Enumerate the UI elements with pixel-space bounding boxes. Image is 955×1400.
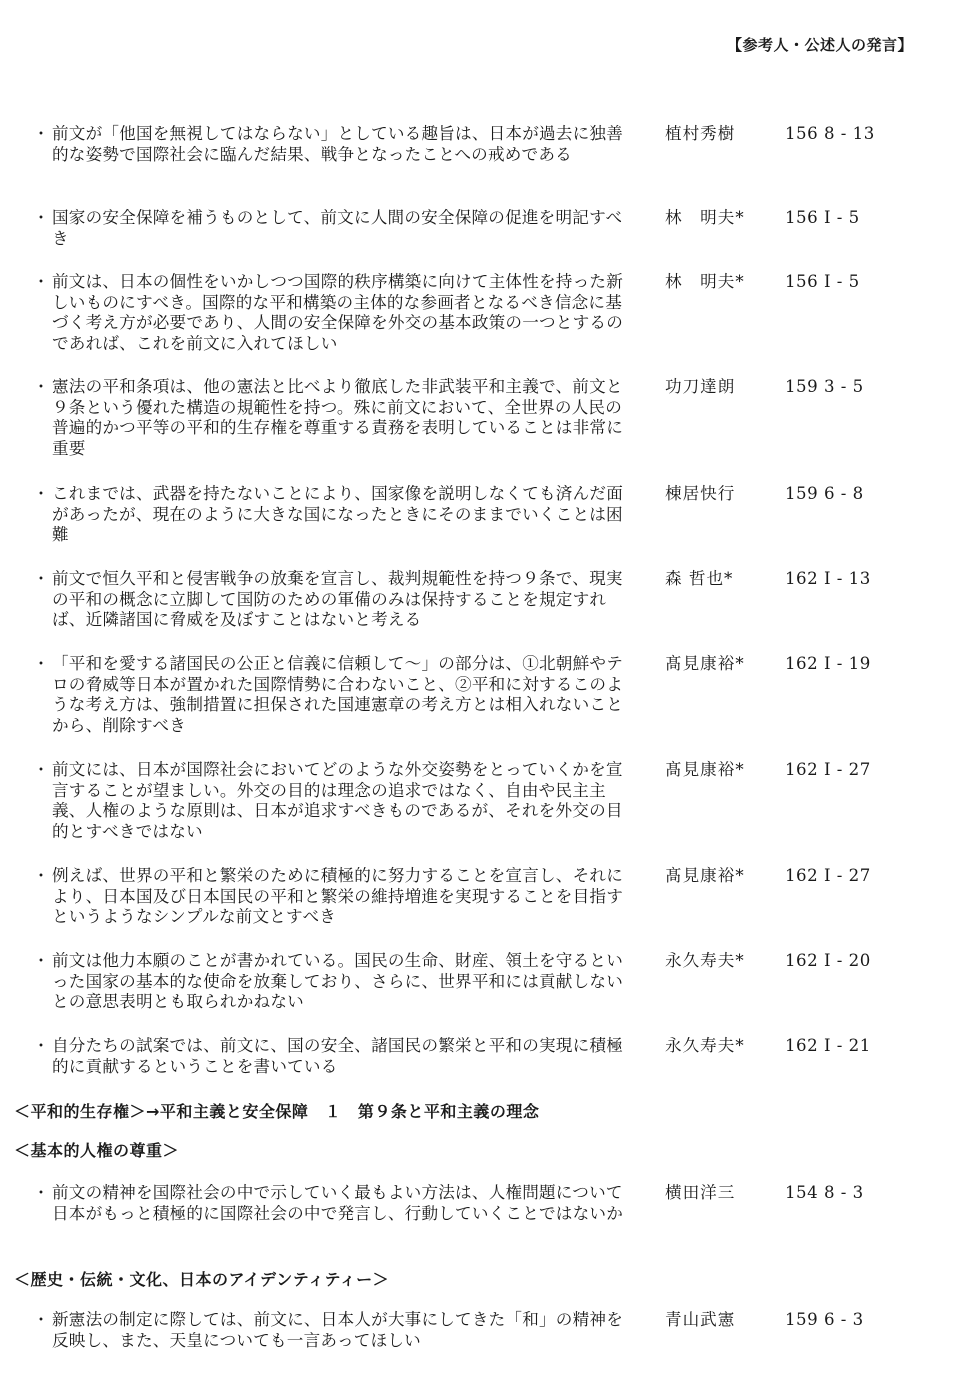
statement-text: 前文の精神を国際社会の中で示していく最もよい方法は、人権問題について日本がもっと積極的に国際社会の中で発言し、行動していくことではないか [52,1183,623,1223]
bullet: ・ [33,760,50,779]
statement-text: 前文は他力本願のことが書かれている。国民の生命、財産、領土を守るといった国家の基本的な使命を放棄しており、さらに、世界平和には貢献しないとの意思表明とも取られかねない [52,951,623,1011]
session-reference: 156 I - 5 [785,208,860,227]
statement-text: 前文で恒久平和と侵害戦争の放棄を宣言し、裁判規範性を持つ９条で、現実の平和の概念に立脚して国防のための軍備のみは保持することを規定すれば、近隣諸国に脅威を及ぼすことはないと考える [52,569,623,629]
speaker-name: 林 明夫* [665,208,745,227]
bullet: ・ [33,1183,50,1202]
session-reference: 162 I - 20 [785,951,871,970]
bullet: ・ [33,208,50,227]
bullet: ・ [33,377,50,396]
bullet: ・ [33,272,50,291]
bullet: ・ [33,1036,50,1055]
statement-text: 前文には、日本が国際社会においてどのような外交姿勢をとっていくかを宣言することが望ましい。外交の目的は理念の追求ではなく、自由や民主主義、人権のような原則は、日本が追求すべきものであるが、それを外交の目的とすべきではない [52,760,623,841]
section-heading-human-rights: ＜基本的人権の尊重＞ [14,1141,180,1160]
session-reference: 159 6 - 8 [785,484,864,503]
speaker-name: 髙見康裕* [665,654,745,673]
speaker-name: 青山武憲 [665,1310,736,1329]
bullet: ・ [33,124,50,143]
section-heading-peaceful-existence: ＜平和的生存権＞→平和主義と安全保障 １ 第９条と平和主義の理念 [14,1102,540,1121]
bullet: ・ [33,654,50,673]
statement-text: 例えば、世界の平和と繁栄のために積極的に努力することを宣言し、それにより、日本国及び日本国民の平和と繁栄の維持増進を実現することを目指すというようなシンプルな前文とすべき [52,866,623,926]
speaker-name: 永久寿夫* [665,951,745,970]
session-reference: 162 I - 13 [785,569,871,588]
session-reference: 154 8 - 3 [785,1183,864,1202]
statement-text: 国家の安全保障を補うものとして、前文に人間の安全保障の促進を明記すべき [52,208,623,248]
bullet: ・ [33,951,50,970]
speaker-name: 髙見康裕* [665,760,745,779]
session-reference: 162 I - 27 [785,866,871,885]
session-reference: 162 I - 27 [785,760,871,779]
bullet: ・ [33,866,50,885]
bullet: ・ [33,569,50,588]
speaker-name: 森 哲也* [665,569,734,588]
speaker-name: 功刀達朗 [665,377,736,396]
statement-text: 前文が「他国を無視してはならない」としている趣旨は、日本が過去に独善的な姿勢で国際社会に臨んだ結果、戦争となったことへの戒めである [52,124,623,164]
session-reference: 156 I - 5 [785,272,860,291]
speaker-name: 永久寿夫* [665,1036,745,1055]
page-header: 【参考人・公述人の発言】 [726,36,913,54]
session-reference: 159 6 - 3 [785,1310,864,1329]
bullet: ・ [33,484,50,503]
session-reference: 162 I - 19 [785,654,871,673]
statement-text: 憲法の平和条項は、他の憲法と比べより徹底した非武装平和主義で、前文と９条という優れた構造の規範性を持つ。殊に前文において、全世界の人民の普遍的かつ平等の平和的生存権を尊重する責務を表明していることは非常に重要 [52,377,623,458]
statement-text: これまでは、武器を持たないことにより、国家像を説明しなくても済んだ面があったが、現在のように大きな国になったときにそのままでいくことは困難 [52,484,623,544]
session-reference: 159 3 - 5 [785,377,864,396]
statement-text: 「平和を愛する諸国民の公正と信義に信頼して～」の部分は、①北朝鮮やテロの脅威等日本が置かれた国際情勢に合わないこと、②平和に対するこのような考え方は、強制措置に担保された国連憲章の考え方とは相入れないことから、削除すべき [52,654,623,735]
section-heading-history-tradition: ＜歴史・伝統・文化、日本のアイデンティティー＞ [14,1270,390,1289]
speaker-name: 横田洋三 [665,1183,736,1202]
session-reference: 156 8 - 13 [785,124,875,143]
statement-text: 自分たちの試案では、前文に、国の安全、諸国民の繁栄と平和の実現に積極的に貢献するということを書いている [52,1036,623,1076]
statement-text: 前文は、日本の個性をいかしつつ国際的秩序構築に向けて主体性を持った新しいものにすべき。国際的な平和構築の主体的な参画者となるべき信念に基づく考え方が必要であり、人間の安全保障を外交の基本政策の一つとするのであれば、これを前文に入れてほしい [52,272,623,353]
speaker-name: 棟居快行 [665,484,736,503]
speaker-name: 植村秀樹 [665,124,736,143]
speaker-name: 林 明夫* [665,272,745,291]
statement-text: 新憲法の制定に際しては、前文に、日本人が大事にしてきた「和」の精神を反映し、また、天皇についても一言あってほしい [52,1310,623,1350]
bullet: ・ [33,1310,50,1329]
session-reference: 162 I - 21 [785,1036,871,1055]
speaker-name: 髙見康裕* [665,866,745,885]
